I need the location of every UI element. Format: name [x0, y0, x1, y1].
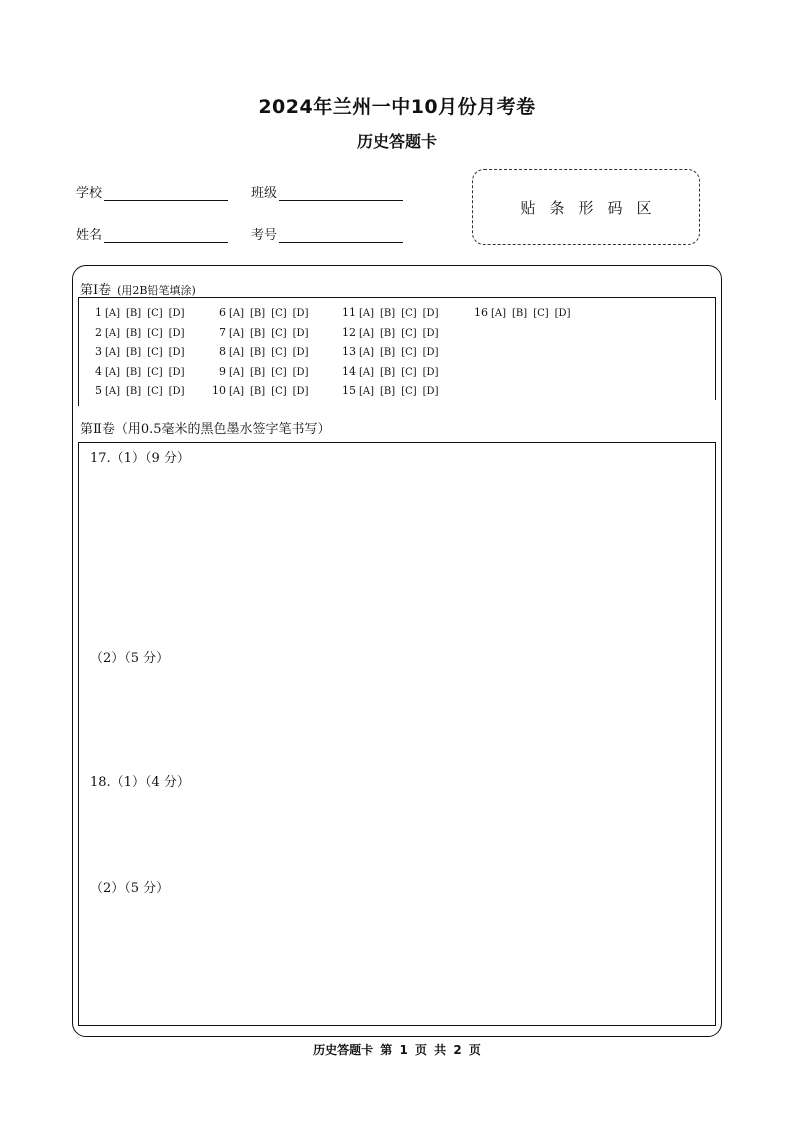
mcq-option-b[interactable]: [B] [250, 328, 266, 339]
mcq-question-12 [340, 326, 444, 339]
exam-no-label: 考号 [251, 228, 278, 243]
mcq-option-d[interactable]: [D] [292, 308, 309, 319]
class-blank[interactable] [279, 186, 403, 201]
mcq-question-8 [210, 345, 314, 358]
section1-header [80, 279, 196, 298]
mcq-question-13 [340, 345, 444, 358]
mcq-question-number: 11 [342, 306, 356, 319]
mcq-option-a[interactable]: [A] [359, 347, 375, 358]
mcq-question-number: 9 [219, 365, 226, 378]
mcq-question-11 [340, 306, 444, 319]
mcq-option-d[interactable]: [D] [422, 386, 439, 397]
exam-no-field[interactable] [251, 224, 403, 243]
mcq-option-c[interactable]: [C] [401, 347, 417, 358]
mcq-option-c[interactable]: [C] [271, 386, 287, 397]
mcq-option-d[interactable]: [D] [422, 367, 439, 378]
mcq-question-number: 6 [219, 306, 226, 319]
q18-2-prompt: （2）（5 分） [90, 881, 170, 896]
school-blank[interactable] [104, 186, 228, 201]
mcq-option-a[interactable]: [A] [105, 328, 121, 339]
mcq-box-gap [420, 400, 716, 408]
mcq-question-7 [210, 326, 314, 339]
mcq-option-b[interactable]: [B] [380, 328, 396, 339]
mcq-option-c[interactable]: [C] [147, 367, 163, 378]
q17-1-prompt: 17.（1）（9 分） [90, 451, 190, 466]
mcq-option-d[interactable]: [D] [292, 328, 309, 339]
mcq-option-d[interactable]: [D] [554, 308, 571, 319]
mcq-option-c[interactable]: [C] [533, 308, 549, 319]
mcq-option-c[interactable]: [C] [147, 328, 163, 339]
mcq-option-a[interactable]: [A] [359, 386, 375, 397]
mcq-option-a[interactable]: [A] [359, 367, 375, 378]
mcq-option-a[interactable]: [A] [359, 328, 375, 339]
mcq-option-b[interactable]: [B] [126, 386, 142, 397]
mcq-question-number: 1 [95, 306, 102, 319]
section2-label: 第Ⅱ卷（用0.5毫米的黑色墨水签字笔书写） [80, 422, 331, 437]
mcq-question-10 [210, 384, 314, 397]
page-footer: 历史答题卡 第 1 页 共 2 页 [313, 1043, 481, 1057]
mcq-option-d[interactable]: [D] [168, 328, 185, 339]
mcq-option-d[interactable]: [D] [168, 367, 185, 378]
answer-box[interactable] [78, 442, 716, 1026]
page-subtitle: 历史答题卡 [356, 132, 437, 151]
mcq-option-c[interactable]: [C] [147, 386, 163, 397]
mcq-question-number: 13 [342, 345, 356, 358]
mcq-option-a[interactable]: [A] [105, 367, 121, 378]
mcq-option-d[interactable]: [D] [422, 308, 439, 319]
mcq-option-a[interactable]: [A] [229, 386, 245, 397]
class-label: 班级 [251, 186, 278, 201]
mcq-option-b[interactable]: [B] [250, 367, 266, 378]
mcq-option-a[interactable]: [A] [229, 347, 245, 358]
mcq-option-a[interactable]: [A] [229, 308, 245, 319]
mcq-option-d[interactable]: [D] [168, 308, 185, 319]
mcq-question-number: 8 [219, 345, 226, 358]
mcq-option-b[interactable]: [B] [250, 308, 266, 319]
mcq-question-number: 7 [219, 326, 226, 339]
mcq-question-2 [86, 326, 190, 339]
mcq-option-c[interactable]: [C] [271, 308, 287, 319]
mcq-question-number: 14 [342, 365, 356, 378]
mcq-question-number: 5 [95, 384, 102, 397]
mcq-option-b[interactable]: [B] [380, 347, 396, 358]
page-title: 2024年兰州一中10月份月考卷 [258, 96, 536, 118]
mcq-option-d[interactable]: [D] [168, 347, 185, 358]
mcq-option-b[interactable]: [B] [126, 308, 142, 319]
mcq-option-b[interactable]: [B] [126, 328, 142, 339]
mcq-option-b[interactable]: [B] [126, 347, 142, 358]
mcq-question-number: 4 [95, 365, 102, 378]
mcq-question-4 [86, 365, 190, 378]
mcq-question-number: 15 [342, 384, 356, 397]
section1-label: 第Ⅰ卷 [80, 283, 112, 298]
mcq-question-5 [86, 384, 190, 397]
name-label: 姓名 [76, 228, 103, 243]
mcq-option-c[interactable]: [C] [271, 328, 287, 339]
mcq-option-d[interactable]: [D] [422, 347, 439, 358]
mcq-option-b[interactable]: [B] [512, 308, 528, 319]
q18-1-prompt: 18.（1）（4 分） [90, 775, 190, 790]
mcq-option-b[interactable]: [B] [380, 308, 396, 319]
mcq-option-a[interactable]: [A] [229, 328, 245, 339]
mcq-option-b[interactable]: [B] [250, 347, 266, 358]
name-field[interactable] [76, 224, 228, 243]
mcq-option-c[interactable]: [C] [147, 347, 163, 358]
mcq-option-a[interactable]: [A] [105, 386, 121, 397]
mcq-question-3 [86, 345, 190, 358]
mcq-option-c[interactable]: [C] [271, 367, 287, 378]
mcq-question-15 [340, 384, 444, 397]
school-field[interactable] [76, 182, 228, 201]
mcq-option-b[interactable]: [B] [380, 367, 396, 378]
barcode-label: 贴条形码区 [520, 198, 666, 217]
mcq-question-number: 16 [474, 306, 488, 319]
mcq-option-d[interactable]: [D] [292, 367, 309, 378]
mcq-option-b[interactable]: [B] [250, 386, 266, 397]
mcq-question-6 [210, 306, 314, 319]
mcq-question-number: 3 [95, 345, 102, 358]
mcq-option-d[interactable]: [D] [292, 386, 309, 397]
school-label: 学校 [76, 186, 103, 201]
section1-note: (用2B铅笔填涂) [117, 284, 196, 297]
barcode-area [472, 169, 700, 245]
mcq-question-16 [472, 306, 576, 319]
mcq-option-d[interactable]: [D] [422, 328, 439, 339]
mcq-option-c[interactable]: [C] [401, 367, 417, 378]
mcq-question-1 [86, 306, 190, 319]
mcq-question-number: 12 [342, 326, 356, 339]
mcq-option-b[interactable]: [B] [126, 367, 142, 378]
exam-no-blank[interactable] [279, 228, 403, 243]
mcq-option-a[interactable]: [A] [491, 308, 507, 319]
mcq-question-14 [340, 365, 444, 378]
class-field[interactable] [251, 182, 403, 201]
mcq-option-a[interactable]: [A] [229, 367, 245, 378]
mcq-option-d[interactable]: [D] [168, 386, 185, 397]
mcq-question-number: 2 [95, 326, 102, 339]
name-blank[interactable] [104, 228, 228, 243]
mcq-option-d[interactable]: [D] [292, 347, 309, 358]
mcq-option-b[interactable]: [B] [380, 386, 396, 397]
mcq-option-a[interactable]: [A] [105, 308, 121, 319]
mcq-option-a[interactable]: [A] [359, 308, 375, 319]
q17-2-prompt: （2）（5 分） [90, 651, 170, 666]
mcq-option-c[interactable]: [C] [147, 308, 163, 319]
mcq-option-c[interactable]: [C] [401, 328, 417, 339]
mcq-question-number: 10 [212, 384, 226, 397]
mcq-option-c[interactable]: [C] [271, 347, 287, 358]
mcq-question-9 [210, 365, 314, 378]
mcq-option-c[interactable]: [C] [401, 386, 417, 397]
mcq-option-a[interactable]: [A] [105, 347, 121, 358]
mcq-option-c[interactable]: [C] [401, 308, 417, 319]
